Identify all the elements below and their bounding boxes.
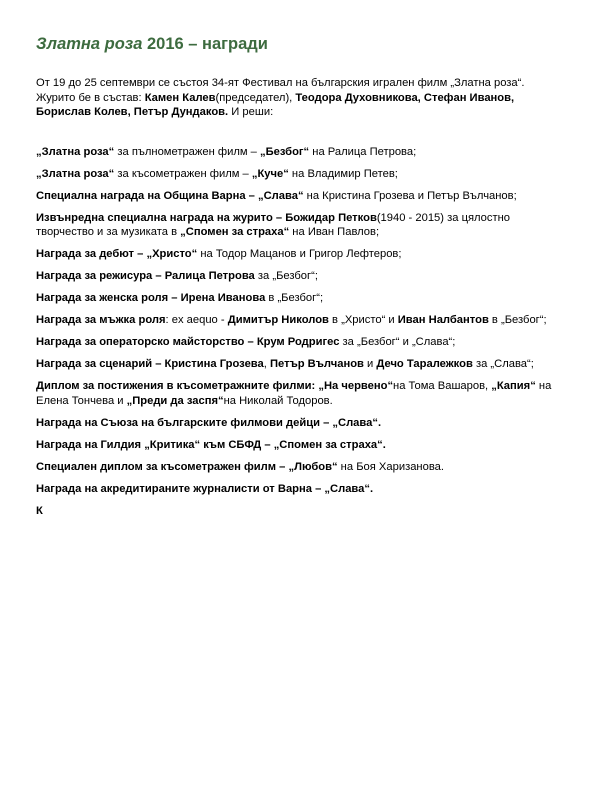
text-run: за „Слава“; (472, 358, 534, 370)
award-item (36, 247, 566, 262)
text-run: От 19 до 25 септември се състоя 34-ят Фестивал на българския игрален филм „Златна роза“. Журито бе в състав: (36, 77, 525, 104)
text-run: на Тодор Мацанов и Григор Лефтеров; (197, 248, 402, 260)
text-run: на Ралица Петрова; (309, 145, 417, 158)
bold-text-run: Извънредна специална награда на журито – Божидар Петков (36, 211, 377, 224)
award-item (36, 460, 566, 475)
text-run: на Боя Харизанова. (337, 460, 444, 473)
bold-text-run: Награда за дебют – „Христо“ (36, 248, 198, 260)
text-run: на Владимир Петев; (288, 167, 398, 180)
award-item (36, 379, 566, 408)
text-run: и (363, 358, 377, 370)
award-item (36, 504, 566, 519)
text-run: (председател), (215, 91, 296, 104)
awards-list (36, 145, 566, 519)
bold-text-run: Камен Калев (144, 91, 216, 104)
text-run: за късометражен филм – (114, 167, 252, 180)
award-item (36, 438, 566, 453)
bold-text-run: „Безбог“ (260, 145, 310, 158)
text-run: , (263, 358, 270, 370)
bold-text-run: Награда на Съюза на българските филмови дейци – „Слава“. (36, 416, 382, 429)
text-run: : ex aequo - (165, 314, 228, 326)
page-title (36, 34, 566, 54)
text-run: за „Безбог“ и „Слава“; (339, 336, 456, 348)
bold-text-run: К (36, 504, 43, 517)
text-run: за пълнометражен филм – (114, 145, 261, 158)
award-item (36, 357, 566, 372)
bold-text-run: „Златна роза“ (36, 145, 115, 158)
bold-text-run: Награда за режисура – Ралица Петрова (36, 270, 255, 282)
bold-text-run: Награда за сценарий – Кристина Грозева (36, 358, 264, 370)
text-run: в „Христо“ и (328, 314, 398, 326)
award-item (36, 167, 566, 182)
text-run: на Кристина Грозева и Петър Вълчанов; (303, 189, 517, 202)
text-run: на Иван Павлов; (289, 226, 380, 238)
award-item (36, 313, 566, 328)
document-page (36, 34, 566, 526)
bold-text-run: „Спомен за страха“ (180, 226, 290, 238)
award-item (36, 291, 566, 306)
text-run: на Елена Тончева и (36, 380, 552, 407)
title-year-awards: 2016 – награди (142, 35, 268, 53)
bold-text-run: Награда за мъжка роля (36, 314, 166, 326)
bold-text-run: Награда за операторско майсторство – Крум Родригес (36, 336, 340, 348)
text-run: в „Безбог“; (265, 292, 324, 304)
award-item (36, 269, 566, 284)
bold-text-run: „Куче“ (251, 167, 289, 180)
text-run: в „Безбог“; (488, 314, 547, 326)
text-run: на Тома Вашаров, (393, 380, 492, 392)
award-item (36, 211, 566, 240)
title-festival-name: Златна роза (36, 35, 143, 53)
text-run: И реши: (228, 106, 274, 118)
bold-text-run: Награда на Гилдия „Критика“ към СБФД – „Спомен за страха“. (36, 438, 386, 451)
text-run: (1940 - 2015) за цялостно творчество и за музиката в (36, 211, 511, 238)
award-item (36, 189, 566, 204)
award-item (36, 335, 566, 350)
award-item (36, 482, 566, 497)
bold-text-run: „Преди да заспя“ (126, 394, 224, 407)
bold-text-run: Иван Налбантов (397, 314, 489, 326)
bold-text-run: Петър Вълчанов (269, 358, 364, 370)
bold-text-run: Награда за женска роля – Ирена Иванова (36, 292, 266, 304)
intro-paragraph (36, 76, 566, 120)
bold-text-run: Диплом за постижения в късометражните филми: „На червено“ (36, 380, 394, 392)
bold-text-run: „Златна роза“ (36, 167, 115, 180)
bold-text-run: Специален диплом за късометражен филм – „Любов“ (36, 460, 338, 473)
award-item (36, 416, 566, 431)
bold-text-run: Награда на акредитираните журналисти от Варна – „Слава“. (36, 482, 374, 495)
bold-text-run: Теодора Духовникова, Стефан Иванов, Борислав Колев, Петър Дундаков. (36, 91, 515, 118)
bold-text-run: Дечо Таралежков (376, 358, 473, 370)
bold-text-run: „Капия“ (491, 380, 536, 392)
bold-text-run: Специална награда на Община Варна – „Слава“ (36, 189, 304, 202)
bold-text-run: Димитър Николов (227, 314, 329, 326)
text-run: на Николай Тодоров. (223, 394, 333, 407)
text-run: за „Безбог“; (254, 270, 318, 282)
award-item (36, 145, 566, 160)
